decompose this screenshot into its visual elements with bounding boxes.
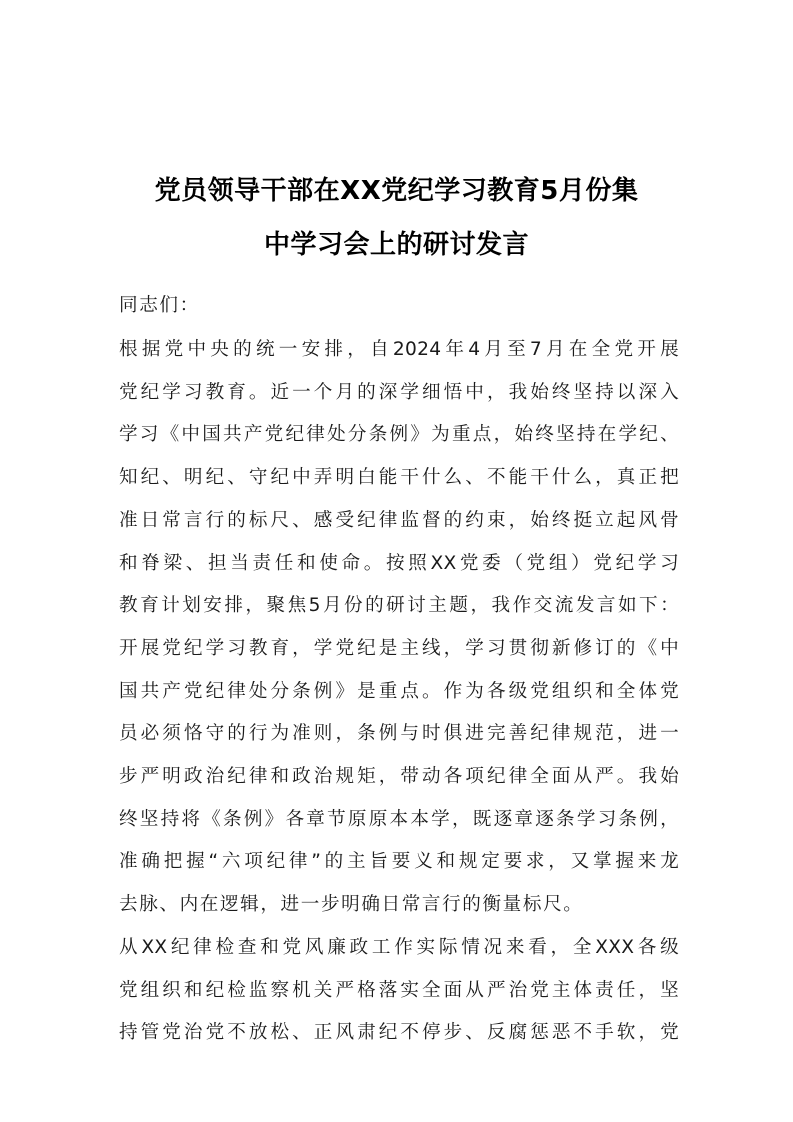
paragraph-line: 员必须恪守的行为准则，条例与时俱进完善纪律规范，进一	[119, 723, 679, 744]
paragraph-line: 和脊梁、担当责任和使命。按照XX党委（党组）党纪学习	[119, 553, 679, 574]
paragraph-line: 准确把握“六项纪律”的主旨要义和规定要求，又掌握来龙	[119, 851, 679, 872]
paragraph-line: 去脉、内在逻辑，进一步明确日常言行的衡量标尺。	[119, 894, 584, 915]
document-title-line-2: 中学习会上的研讨发言	[263, 230, 529, 260]
paragraph-line: 教育计划安排，聚焦5月份的研讨主题，我作交流发言如下：	[119, 595, 679, 616]
paragraph-line: 国共产党纪律处分条例》是重点。作为各级党组织和全体党	[119, 681, 679, 702]
paragraph-line: 从XX纪律检查和党风廉政工作实际情况来看，全XXX各级	[119, 937, 679, 958]
paragraph-line: 根据党中央的统一安排，自2024年4月至7月在全党开展	[119, 339, 679, 360]
salutation: 同志们：	[119, 295, 200, 316]
paragraph-line: 步严明政治纪律和政治规矩，带动各项纪律全面从严。我始	[119, 766, 679, 787]
paragraph-line: 持管党治党不放松、正风肃纪不停步、反腐惩恶不手软，党	[119, 1022, 679, 1043]
paragraph-line: 党组织和纪检监察机关严格落实全面从严治党主体责任，坚	[119, 980, 679, 1001]
paragraph-line: 知纪、明纪、守纪中弄明白能干什么、不能干什么，真正把	[119, 467, 679, 488]
paragraph-line: 党纪学习教育。近一个月的深学细悟中，我始终坚持以深入	[119, 382, 679, 403]
paragraph-line: 学习《中国共产党纪律处分条例》为重点，始终坚持在学纪、	[119, 424, 679, 445]
paragraph-line: 准日常言行的标尺、感受纪律监督的约束，始终挺立起风骨	[119, 510, 679, 531]
paragraph-line: 终坚持将《条例》各章节原原本本学，既逐章逐条学习条例，	[119, 809, 679, 830]
document-title-line-1: 党员领导干部在XX党纪学习教育5月份集	[154, 176, 639, 206]
paragraph-line: 开展党纪学习教育，学党纪是主线，学习贯彻新修订的《中	[119, 638, 679, 659]
